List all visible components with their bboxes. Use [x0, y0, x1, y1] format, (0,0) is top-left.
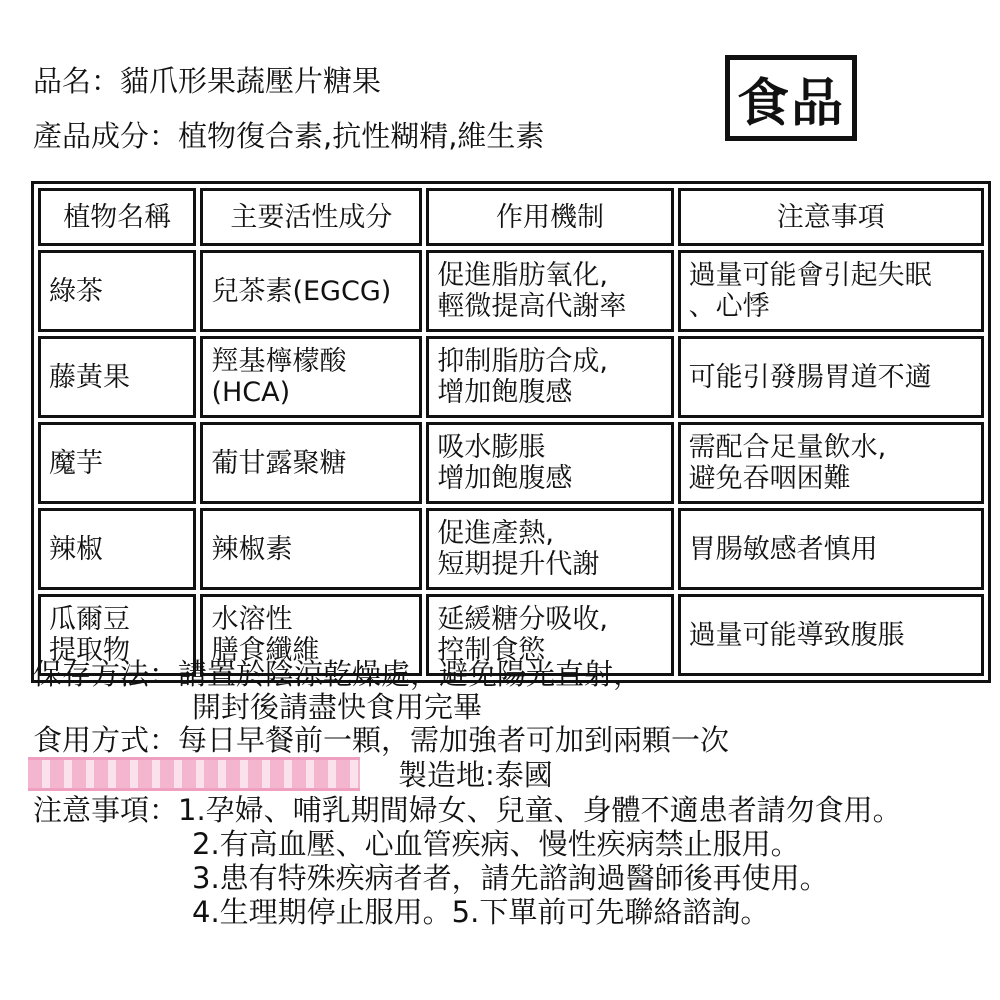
- table-row: [38, 250, 984, 332]
- cell-mechanism: [426, 250, 673, 332]
- cell-text: 促進脂肪氧化,: [437, 260, 608, 291]
- cell-text: (HCA): [211, 377, 291, 408]
- cell-component: [200, 422, 422, 504]
- cell-text: 兒茶素(EGCG): [211, 275, 392, 307]
- cell-text: 羥基檸檬酸: [211, 346, 347, 377]
- cell-plant: [38, 250, 196, 332]
- cell-caution: [678, 594, 984, 676]
- cell-text: 需配合足量飲水,: [688, 432, 887, 463]
- pink-decorative-strip: [28, 757, 360, 791]
- cell-text: 控制食慾: [437, 635, 546, 666]
- cell-plant: [38, 422, 196, 504]
- header-mechanism: 作用機制: [426, 188, 673, 246]
- usage-method: 食用方式：每日早餐前一顆，需加強者可加到兩顆一次: [33, 723, 730, 757]
- cell-text: 辣椒: [49, 533, 103, 565]
- cell-text: 、心悸: [688, 291, 770, 322]
- cell-caution: [678, 336, 984, 418]
- cell-text: 延緩糖分吸收,: [437, 604, 608, 635]
- cell-caution: [678, 508, 984, 590]
- food-badge: 食品: [725, 55, 857, 141]
- cell-component: [200, 508, 422, 590]
- cell-text: 抑制脂肪合成,: [437, 346, 608, 377]
- caution-notes: 注意事項：1.孕婦、哺乳期間婦女、兒童、身體不適患者請勿食用。: [33, 793, 902, 827]
- cell-text: 瓜爾豆: [49, 604, 130, 635]
- cell-text: 過量可能導致腹脹: [688, 619, 905, 651]
- product-ingredients: 產品成分：植物復合素,抗性糊精,維生素: [33, 119, 545, 153]
- cell-text: 提取物: [49, 635, 130, 666]
- caution-note-3: 3.患有特殊疾病者者，請先諮詢過醫師後再使用。: [192, 861, 829, 895]
- cell-plant: [38, 508, 196, 590]
- cell-caution: [678, 422, 984, 504]
- cell-component: [200, 336, 422, 418]
- cell-caution: [678, 250, 984, 332]
- cell-text: 水溶性: [211, 604, 293, 635]
- cell-text: 綠茶: [49, 275, 103, 307]
- table-row: [38, 508, 984, 590]
- cell-text: 胃腸敏感者慎用: [688, 533, 878, 565]
- caution-note-4: 4.生理期停止服用。5.下單前可先聯絡諮詢。: [192, 895, 770, 929]
- cell-text: 輕微提高代謝率: [437, 291, 627, 322]
- cell-text: 增加飽腹感: [437, 377, 573, 408]
- storage-method: 保存方法：請置於陰涼乾燥處，避免陽光直射，: [33, 657, 643, 691]
- storage-method-continued: 開封後請盡快食用完畢: [192, 690, 483, 724]
- cell-text: 吸水膨脹: [437, 432, 546, 463]
- header-active-component: 主要活性成分: [200, 188, 422, 246]
- cell-text: 增加飽腹感: [437, 463, 573, 494]
- cell-text: 葡甘露聚糖: [211, 447, 347, 479]
- cell-text: 膳食纖維: [211, 635, 320, 666]
- header-plant-name: 植物名稱: [38, 188, 196, 246]
- cell-text: 藤黃果: [49, 361, 130, 393]
- place-of-manufacture: 製造地:泰國: [398, 758, 553, 792]
- cell-text: 魔芋: [49, 447, 103, 479]
- cell-text: 促進產熱,: [437, 518, 554, 549]
- cell-mechanism: [426, 508, 673, 590]
- product-name: 品名：貓爪形果蔬壓片糖果: [33, 64, 382, 98]
- caution-note-2: 2.有高血壓、心血管疾病、慢性疾病禁止服用。: [192, 827, 800, 861]
- cell-component: [200, 250, 422, 332]
- cell-text: 辣椒素: [211, 533, 293, 565]
- table-row: [38, 336, 984, 418]
- cell-text: 短期提升代謝: [437, 549, 600, 580]
- table-header-row: [38, 188, 984, 246]
- cell-text: 可能引發腸胃道不適: [688, 361, 932, 393]
- header-caution: 注意事項: [678, 188, 984, 246]
- cell-mechanism: [426, 336, 673, 418]
- cell-text: 過量可能會引起失眠: [688, 260, 932, 291]
- cell-plant: [38, 336, 196, 418]
- table-row: [38, 422, 984, 504]
- cell-mechanism: [426, 422, 673, 504]
- cell-text: 避免吞咽困難: [688, 463, 851, 494]
- ingredients-table: [31, 181, 991, 683]
